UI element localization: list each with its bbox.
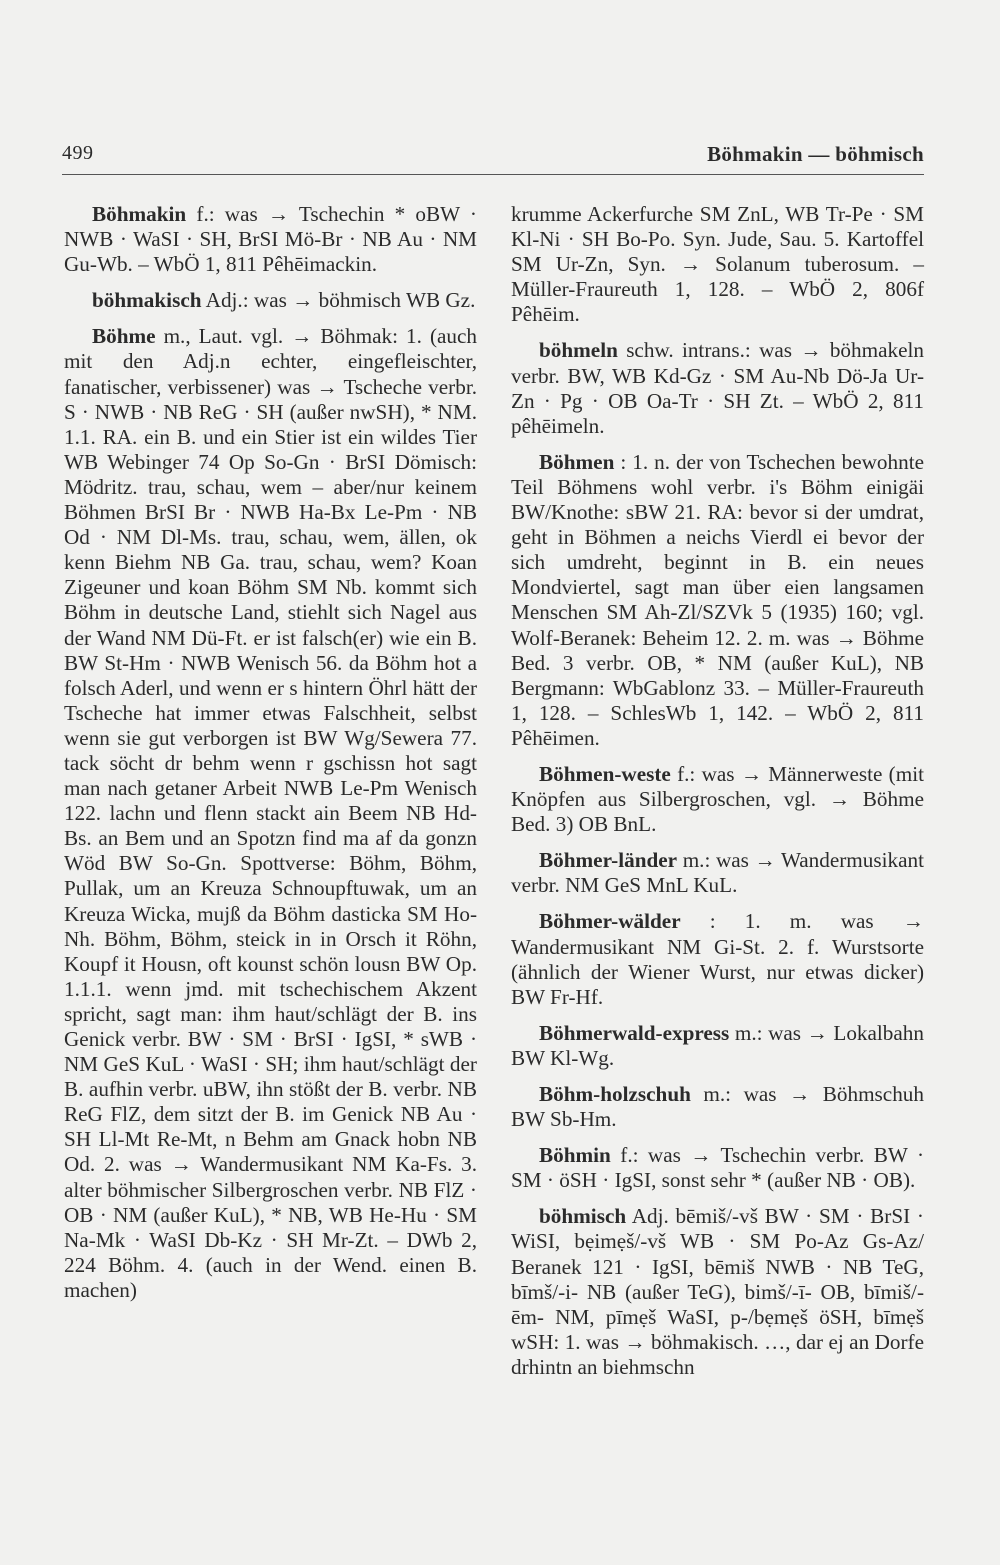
entry-boehmisch: böhmisch Adj. bēmiš/-vš BW · SM · BrSI · WiSI, bẹimẹš/-vš WB · SM Po-Az Gs-Az/ Beranek 121 · IgSI, bēmiš NWB · NB TeG, bīmš/-i- NB (außer TeG), bimš/-ī- OB, bīmiš/-ēm- NM, pīmẹš WaSI, p-/bẹmẹš öSH, bīmẹš wSH: 1. was → böhmakisch. …, dar ej an Dorfe drhintn an biehmschn — [511, 1204, 924, 1379]
entry-boehmen: Böhmen : 1. n. der von Tschechen bewohnte Teil Böhmens wohl verbr. i's Böhm einigäi BW/Knothe: sBW 21. RA: bevor si der umdrat, geht in Böhmen a neichs Vierdl ei bevor der sich umdreht, beginnt in B. ein neues Mondviertel, sagt man über eien langsamen Menschen SM Ah-Zl/SZVk 5 (1935) 160; vgl. Wolf-Beranek: Beheim 12. 2. m. was → Böhme Bed. 3 verbr. OB, * NM (außer KuL), NB Bergmann: WbGablonz 33. – Müller-Fraureuth 1, 128. – SchlesWb 1, 142. – WbÖ 2, 811 Pêhēimen. — [511, 449, 924, 750]
running-head: Böhmakin — böhmisch — [707, 142, 924, 166]
entry-boehmer-laender: Böhmer-länder m.: was → Wandermusikant verbr. NM GeS MnL KuL. — [511, 848, 924, 898]
page-number: 499 — [62, 142, 94, 164]
entry-headword: Böhmen-weste — [539, 761, 671, 786]
entry-boehmen-weste: Böhmen-weste f.: was → Männerweste (mit Knöpfen aus Silbergroschen, vgl. → Böhme Bed. 3) OB BnL. — [511, 761, 924, 837]
entry-boehmeln: böhmeln schw. intrans.: was → böhmakeln verbr. BW, WB Kd-Gz · SM Au-Nb Dö-Ja Ur-Zn · Pg · OB Oa-Tr · SH Zt. – WbÖ 2, 811 pêhēimeln. — [511, 338, 924, 438]
entry-headword: Böhmakin — [92, 202, 187, 226]
entry-headword: Böhmin — [539, 1143, 611, 1168]
entry-boehm-holzschuh: Böhm-holzschuh m.: was → Böhmschuh BW Sb-Hm. — [511, 1082, 924, 1132]
left-column — [64, 202, 477, 1314]
entry-headword: Böhme — [92, 324, 156, 349]
entry-headword: böhmeln — [539, 338, 618, 363]
entry-boehmin: Böhmin f.: was → Tschechin verbr. BW · SM · öSH · IgSI, sonst sehr * (außer NB · OB). — [511, 1143, 924, 1193]
entry-headword: böhmakisch — [92, 288, 202, 313]
entry-headword: böhmisch — [539, 1204, 627, 1229]
entry-headword: Böhmer-wälder — [539, 909, 681, 934]
entry-boehme: Böhme m., Laut. vgl. → Böhmak: 1. (auch mit den Adj.n echter, eingefleischter, fanatischer, verbissener) was → Tscheche verbr. S · NWB · NB ReG · SH (außer nwSH), * NM. 1.1. RA. ein B. und ein Stier ist ein wildes Tier WB Webinger 74 Op So-Gn · BrSI Dömisch: Mödritz. trau, schau, wem – aber/nur keinem Böhmen BrSI Br · NWB Ha-Bx Le-Pm · NB Od · NM Dl-Ms. trau, schau, wem, ällen, ok kenn Biehm NB Ga. trau, schau, wem? Koan Zigeuner und koan Böhm SM Nb. kommt sich Böhm in deutsche Land, stiehlt sich Nagel aus der Wand NM Dü-Ft. er ist falsch(er) wie ein B. BW St-Hm · NWB Wenisch 56. da Böhm hot a folsch Aderl, und wenn er s hintern Öhrl hätt der Tscheche hat immer etwas Falschheit, selbst wenn sie gut verborgen ist BW Wg/Sewera 77. tack söcht dr behm wenn r gschissn hot sagt man nach getaner Arbeit NWB Le-Pm Wenisch 122. lachn und flenn stackt ain Beem NB Hd-Bs. an Bem und an Spotzn find ma af da gonzn Wöd BW So-Gn. Spottverse: Böhm, Böhm, Pullak, um an Kreuza Schnoupftuwak, um an Kreuza Wicka, mujß da Böhm dasticka SM Ho-Nh. Böhm, Böhm, steick in in Orsch it Röhn, Koupf it Housn, oft kounst schön lousn BW Op. 1.1.1. wenn jmd. mit tschechischem Akzent spricht, sagt man: ihm haut/schlägt der B. ins Genick verbr. BW · SM · BrSI · IgSI, * sWB · NM GeS KuL · WaSI · SH; ihm haut/schlägt der B. aufhin verbr. uBW, ihn stößt der B. verbr. NB ReG FlZ, dem sitzt der B. im Genick NB Au · SH Ll-Mt Re-Mt, n Behm am Gnack hobn NB Od. 2. was → Wandermusikant NM Ka-Fs. 3. alter böhmischer Silbergroschen verbr. NB FlZ · OB · NM (außer KuL), * NB, WB He-Hu · SM Na-Mk · WaSI Db-Kz · SH Mr-Zt. – DWb 2, 224 Böhm. 4. (auch in der Wend. einen B. machen) — [64, 324, 477, 1302]
entry-boehmakisch: böhmakisch Adj.: was → böhmisch WB Gz. — [92, 288, 476, 313]
entry-boehmerwald-express: Böhmerwald-express m.: was → Lokalbahn BW Kl-Wg. — [511, 1020, 924, 1070]
entry-boehmer-waelder: Böhmer-wälder : 1. m. was → Wandermusikant NM Gi-St. 2. f. Wurstsorte (ähnlich der Wiener Wurst, nur etwas dicker) BW Fr-Hf. — [511, 909, 924, 1009]
entry-boehme-continued: krumme Ackerfurche SM ZnL, WB Tr-Pe · SM Kl-Ni · SH Bo-Po. Syn. Jude, Sau. 5. Kartoffel SM Ur-Zn, Syn. → Solanum tuberosum. – Müller-Fraureuth 1, 128. – WbÖ 2, 806f Pêhēim. — [511, 202, 924, 327]
page-header — [62, 142, 924, 175]
entry-headword: Böhmen — [539, 449, 615, 474]
entry-boehmakin: Böhmakin f.: was → Tschechin * oBW · NWB · WaSI · SH, BrSI Mö-Br · NB Au · NM Gu-Wb. – WbÖ 1, 811 Pêhēimackin. — [64, 202, 477, 277]
entry-headword: Böhm-holzschuh — [539, 1082, 691, 1106]
entry-headword: Böhmerwald-express — [539, 1020, 730, 1045]
entry-headword: Böhmer-länder — [539, 848, 678, 873]
right-column — [511, 202, 924, 1391]
